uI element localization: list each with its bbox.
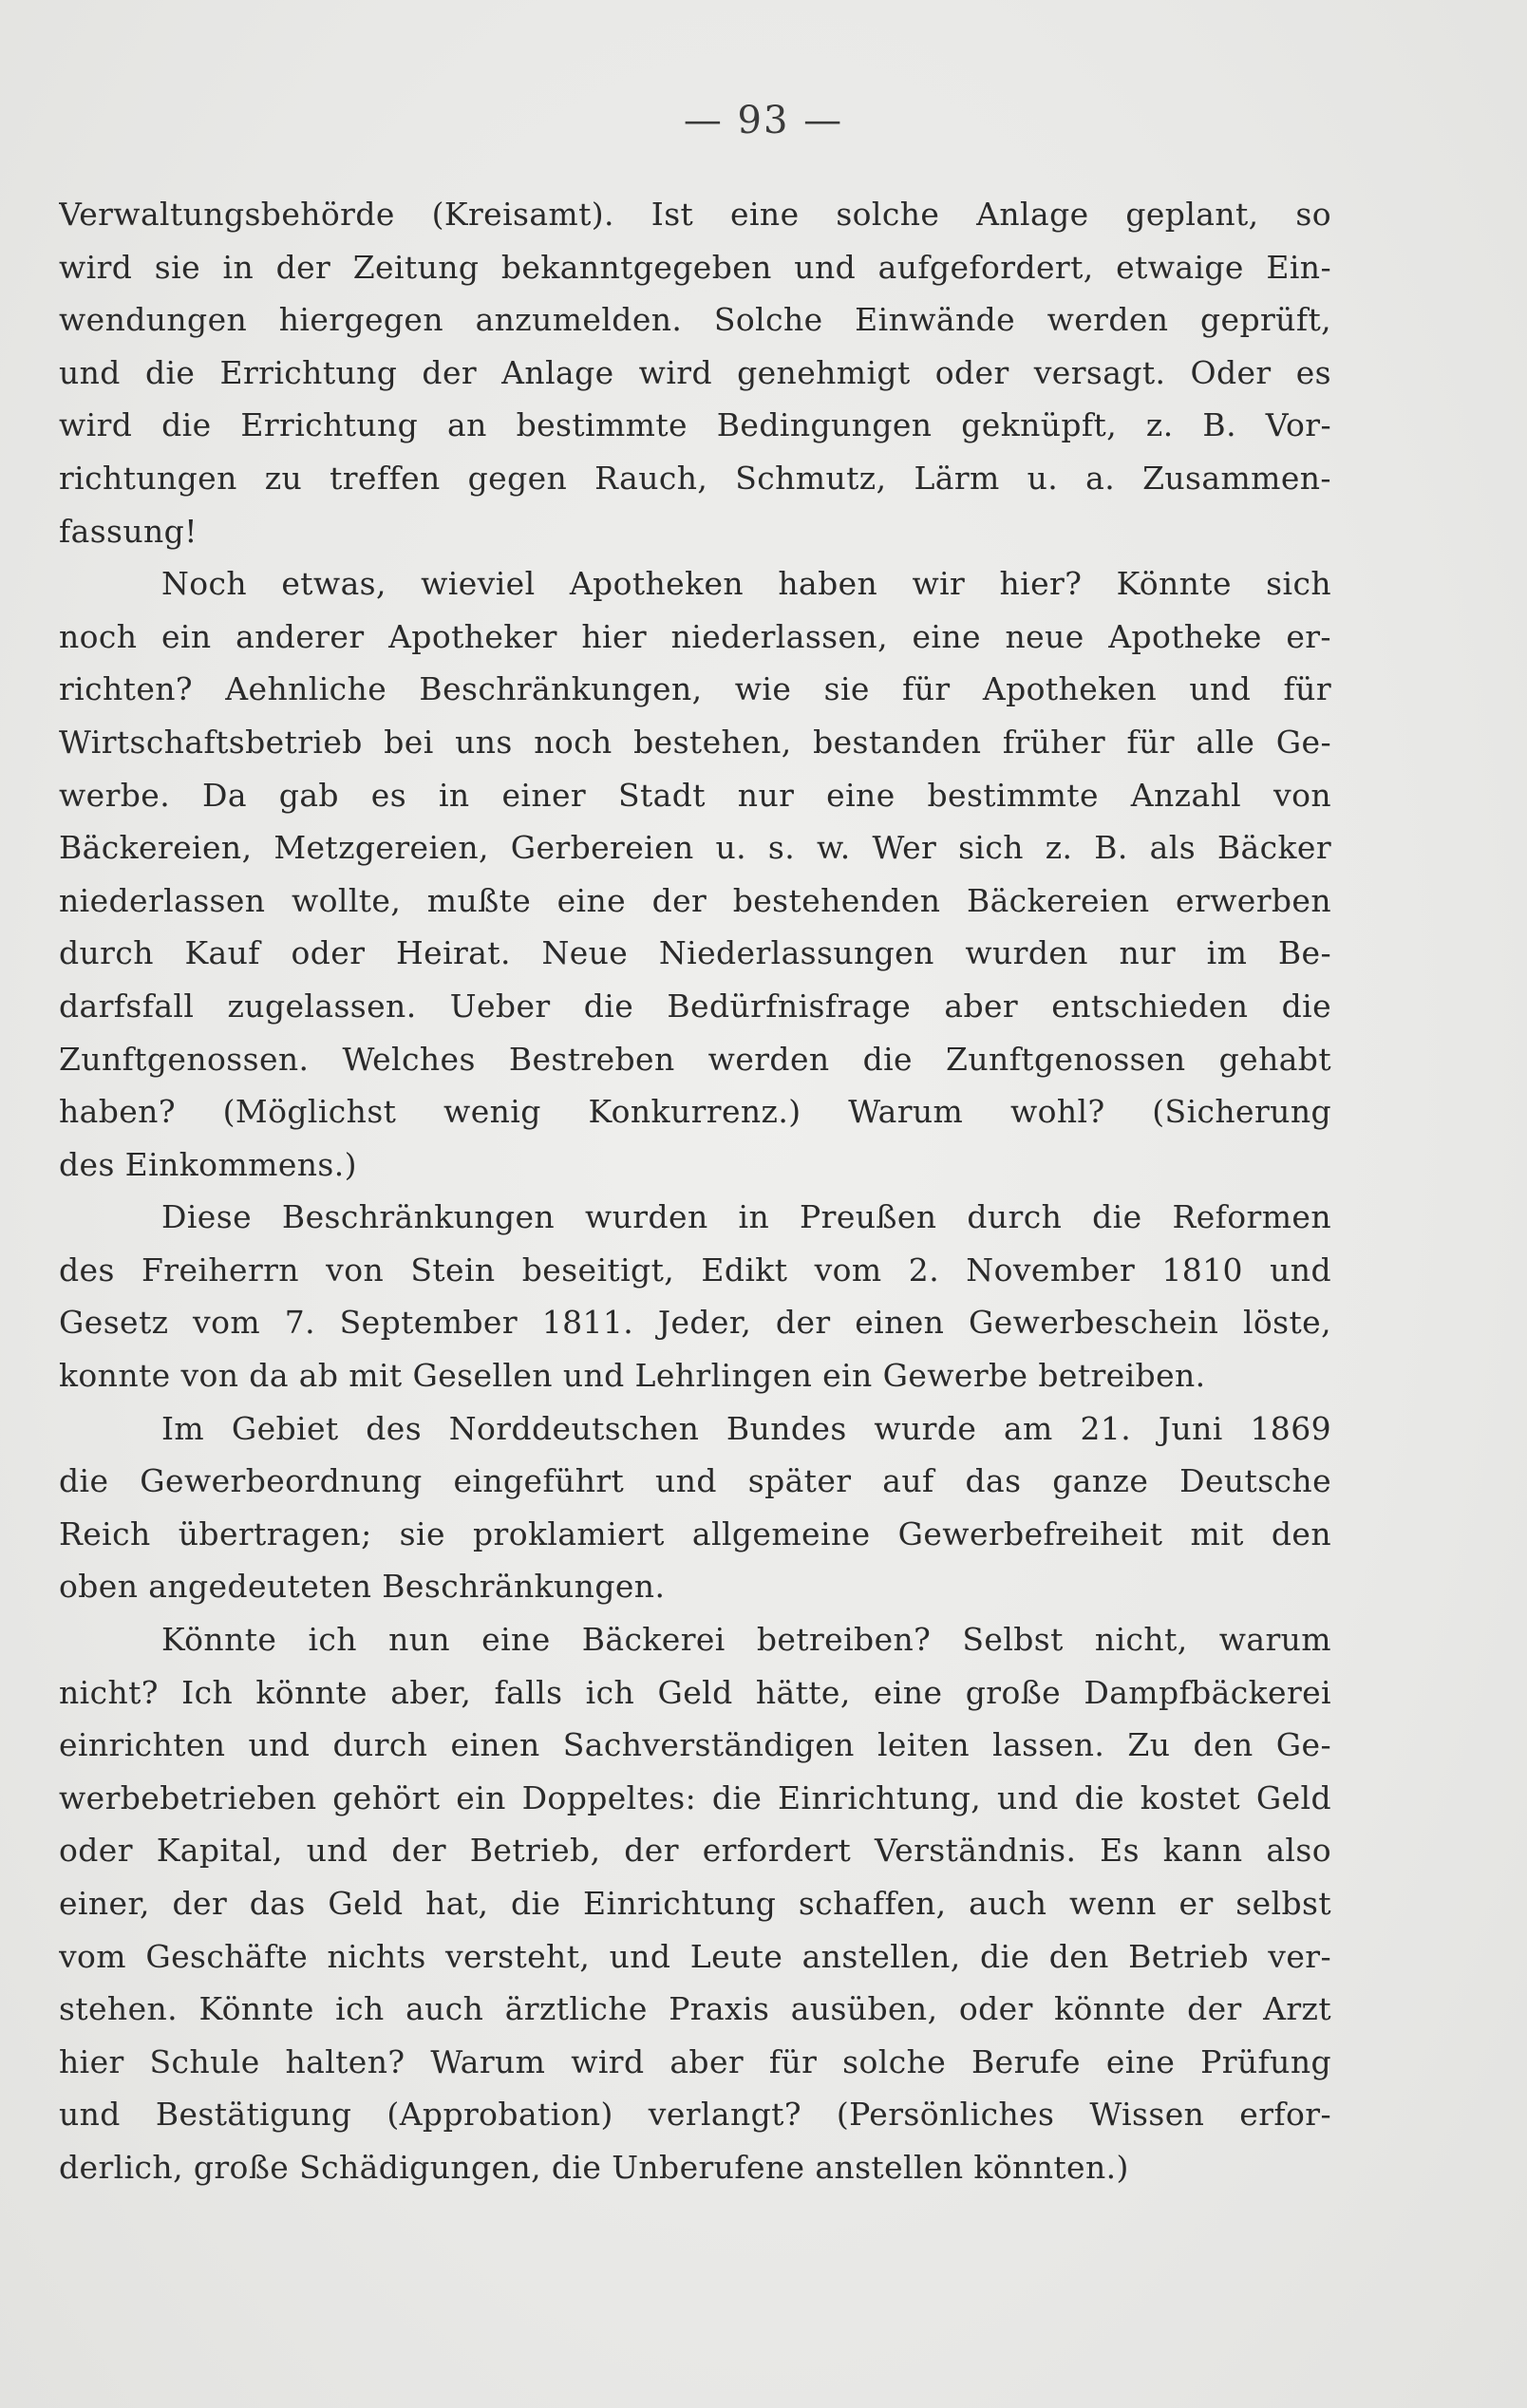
text-line: oder Kapital, und der Betrieb, der erfordert Verständnis. Es kann also: [59, 1832, 1331, 1870]
text-line: durch Kauf oder Heirat. Neue Niederlassungen wurden nur im Be-: [59, 934, 1331, 972]
text-line: werbebetrieben gehört ein Doppeltes: die Einrichtung, und die kostet Geld: [59, 1778, 1331, 1816]
text-line: wendungen hiergegen anzumelden. Solche Einwände werden geprüft,: [59, 301, 1331, 339]
text-line: niederlassen wollte, mußte eine der bestehenden Bäckereien erwerben: [59, 881, 1331, 919]
text-line: die Gewerbeordnung eingeführt und später auf das ganze Deutsche: [59, 1462, 1331, 1500]
text-line: hier Schule halten? Warum wird aber für solche Berufe eine Prüfung: [59, 2042, 1331, 2080]
text-line: Reich übertragen; sie proklamiert allgemeine Gewerbefreiheit mit den: [59, 1514, 1331, 1552]
paragraph-start-line: Könnte ich nun eine Bäckerei betreiben? Selbst nicht, warum: [161, 1621, 1331, 1659]
paragraph-start-line: Noch etwas, wieviel Apotheken haben wir hier? Könnte sich: [161, 565, 1331, 603]
text-line: und die Errichtung der Anlage wird genehmigt oder versagt. Oder es: [59, 353, 1331, 391]
text-line: Zunftgenossen. Welches Bestreben werden die Zunftgenossen gehabt: [59, 1040, 1331, 1078]
text-line: des Freiherrn von Stein beseitigt, Edikt vom 2. November 1810 und: [59, 1251, 1331, 1289]
text-line: Wirtschaftsbetrieb bei uns noch bestehen, bestanden früher für alle Ge-: [59, 723, 1331, 761]
text-line: nicht? Ich könnte aber, falls ich Geld hätte, eine große Dampfbäckerei: [59, 1673, 1331, 1711]
text-line: konnte von da ab mit Gesellen und Lehrlingen ein Gewerbe betreiben.: [59, 1357, 1206, 1395]
text-line: noch ein anderer Apotheker hier niederlassen, eine neue Apotheke er-: [59, 617, 1331, 655]
paragraph-start-line: Diese Beschränkungen wurden in Preußen durch die Reformen: [161, 1198, 1331, 1236]
text-line: und Bestätigung (Approbation) verlangt? (Persönliches Wissen erfor-: [59, 2096, 1331, 2134]
text-line: wird die Errichtung an bestimmte Bedingungen geknüpft, z. B. Vor-: [59, 406, 1331, 444]
paragraph-start-line: Im Gebiet des Norddeutschen Bundes wurde am 21. Juni 1869: [161, 1409, 1331, 1447]
text-line: oben angedeuteten Beschränkungen.: [59, 1568, 666, 1606]
text-line: richten? Aehnliche Beschränkungen, wie sie für Apotheken und für: [59, 670, 1331, 708]
text-line: wird sie in der Zeitung bekanntgegeben und aufgefordert, etwaige Ein-: [59, 248, 1331, 286]
page-number: — 93 —: [683, 99, 844, 142]
body-text: [59, 188, 1331, 2194]
text-line: vom Geschäfte nichts versteht, und Leute anstellen, die den Betrieb ver-: [59, 1937, 1331, 1975]
text-line: darfsfall zugelassen. Ueber die Bedürfnisfrage aber entschieden die: [59, 987, 1331, 1025]
text-line: werbe. Da gab es in einer Stadt nur eine bestimmte Anzahl von: [59, 776, 1331, 814]
text-line: einrichten und durch einen Sachverständigen leiten lassen. Zu den Ge-: [59, 1726, 1331, 1764]
text-line: des Einkommens.): [59, 1145, 357, 1183]
text-line: stehen. Könnte ich auch ärztliche Praxis ausüben, oder könnte der Arzt: [59, 1990, 1331, 2028]
text-line: Bäckereien, Metzgereien, Gerbereien u. s. w. Wer sich z. B. als Bäcker: [59, 829, 1331, 867]
text-line: haben? (Möglichst wenig Konkurrenz.) Warum wohl? (Sicherung: [59, 1093, 1331, 1131]
text-line: einer, der das Geld hat, die Einrichtung schaffen, auch wenn er selbst: [59, 1885, 1331, 1922]
text-line: Gesetz vom 7. September 1811. Jeder, der einen Gewerbeschein löste,: [59, 1304, 1331, 1342]
text-line: Verwaltungsbehörde (Kreisamt). Ist eine solche Anlage geplant, so: [59, 196, 1331, 233]
text-line: derlich, große Schädigungen, die Unberufene anstellen könnten.): [59, 2148, 1129, 2186]
text-line: fassung!: [59, 512, 198, 550]
text-line: richtungen zu treffen gegen Rauch, Schmutz, Lärm u. a. Zusammen-: [59, 459, 1331, 497]
